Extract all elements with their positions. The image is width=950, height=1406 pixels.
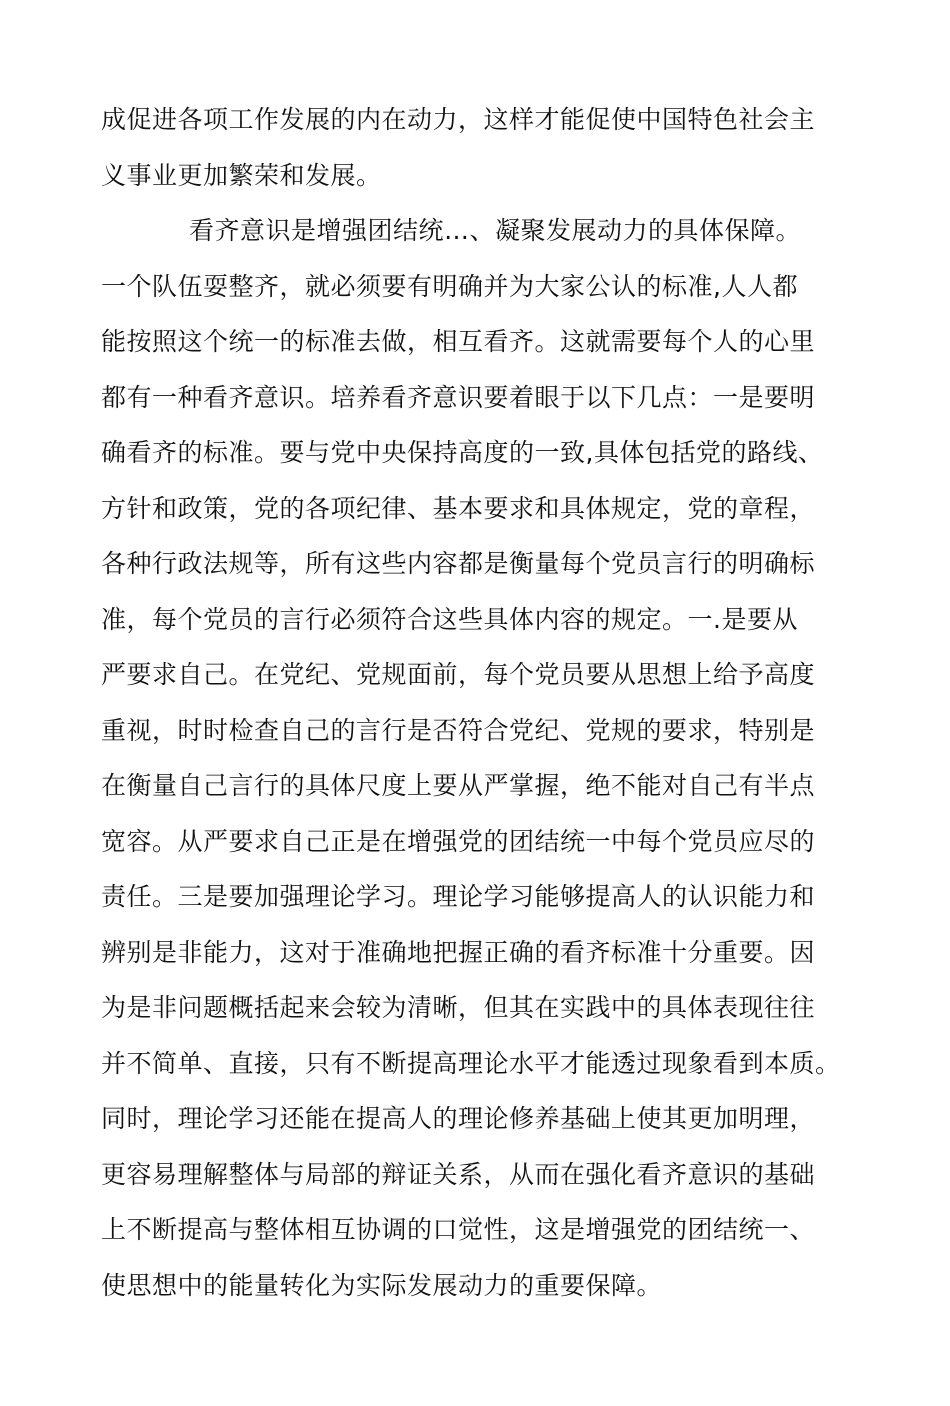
text-line: 都有一种看齐意识。培养看齐意识要着眼于以下几点：一是要明 bbox=[101, 382, 816, 412]
paragraph-first-line: 看齐意识是增强团结统…、凝聚发展动力的具体保障。 bbox=[189, 216, 802, 245]
text-line: 在衡量自己言行的具体尺度上要从严掌握，绝不能对自己有半点 bbox=[101, 771, 816, 800]
text-line: 同时，理论学习还能在提高人的理论修养基础上使其更加明理， bbox=[101, 1104, 816, 1133]
text-line: 并不简单、直接，只有不断提高理论水平才能透过现象看到本质。 bbox=[101, 1048, 841, 1078]
text-line: 方针和政策，党的各项纪律、基本要求和具体规定，党的章程， bbox=[101, 493, 816, 523]
text-line: 准，每个党员的言行必须符合这些具体内容的规定。一.是要从 bbox=[101, 604, 798, 634]
text-line: 为是非问题概括起来会较为清晰，但其在实践中的具体表现往往 bbox=[101, 993, 816, 1022]
text-line: 宽容。从严要求自己正是在增强党的团结统一中每个党员应尽的 bbox=[101, 826, 816, 856]
text-line: 使思想中的能量转化为实际发展动力的重要保障。 bbox=[101, 1270, 663, 1300]
text-line: 义事业更加繁荣和发展。 bbox=[101, 160, 382, 190]
text-line: 能按照这个统一的标准去做，相互看齐。这就需要每个人的心里 bbox=[101, 327, 816, 356]
text-line: 辨别是非能力，这对于准确地把握正确的看齐标准十分重要。因 bbox=[101, 937, 816, 967]
text-line: 重视，时时检查自己的言行是否符合党纪、党规的要求，特别是 bbox=[101, 715, 816, 745]
text-line: 一个队伍耍整齐，就必须要有明确并为大家公认的标准,人人都 bbox=[101, 271, 798, 301]
text-line: 严要求自己。在党纪、党规面前，每个党员要从思想上给予高度 bbox=[101, 660, 816, 689]
text-line: 确看齐的标准。要与党中央保持高度的一致,具体包括党的路线、 bbox=[101, 438, 824, 467]
text-line: 成促进各项工作发展的内在动力，这样才能促使中国特色社会主 bbox=[101, 105, 816, 134]
text-line: 上不断提高与整体相互协调的口觉性，这是增强党的团结统一、 bbox=[101, 1215, 816, 1244]
text-line: 各种行政法规等，所有这些内容都是衡量每个党员言行的明确标 bbox=[101, 549, 816, 578]
document-body bbox=[101, 92, 871, 1313]
text-line: 责任。三是要加强理论学习。理论学习能够提高人的认识能力和 bbox=[101, 882, 816, 911]
text-line: 更容易理解整体与局部的辩证关系，从而在强化看齐意识的基础 bbox=[101, 1159, 816, 1189]
